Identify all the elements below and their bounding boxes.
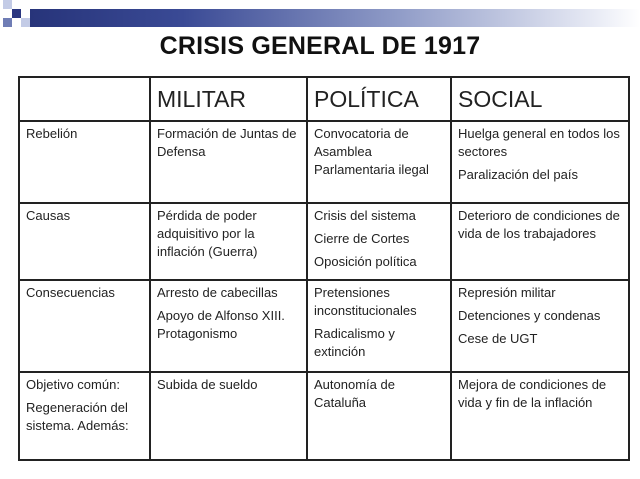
cell-text: Regeneración del sistema. Además:: [26, 400, 129, 433]
table-header-row: [19, 77, 629, 121]
politica-cell: [307, 121, 451, 203]
cell-text: Formación de Juntas de Defensa: [157, 126, 297, 159]
cell-text: Causas: [26, 208, 71, 223]
politica-cell: [307, 203, 451, 280]
cell-text: Objetivo común:: [26, 377, 120, 392]
cell-text: Subida de sueldo: [157, 377, 258, 392]
cell-text: Crisis del sistema: [314, 208, 416, 223]
decor-square: [12, 9, 21, 18]
cell-text: Mejora de condiciones de vida y fin de la inflación: [458, 377, 607, 410]
decor-square: [3, 18, 12, 27]
cell-text: Radicalismo y extinción: [314, 326, 395, 359]
table-row: [19, 121, 629, 203]
cell-text: Autonomía de Cataluña: [314, 377, 395, 410]
header-cell-militar: MILITAR: [150, 77, 307, 121]
cell-text: Represión militar: [458, 285, 556, 300]
header-cell-empty: [19, 77, 150, 121]
row-label-cell: [19, 203, 150, 280]
row-label-cell: [19, 372, 150, 460]
social-cell: [451, 280, 629, 372]
decor-square: [21, 18, 30, 27]
cell-text: Detenciones y condenas: [458, 308, 601, 323]
politica-cell: [307, 280, 451, 372]
cell-text: Rebelión: [26, 126, 78, 141]
militar-cell: [150, 372, 307, 460]
cell-text: Deterioro de condiciones de vida de los trabajadores: [458, 208, 620, 241]
militar-cell: [150, 121, 307, 203]
crisis-table: [18, 76, 630, 461]
cell-text: Cese de UGT: [458, 331, 538, 346]
cell-text: Arresto de cabecillas: [157, 285, 278, 300]
social-cell: [451, 372, 629, 460]
table-row: [19, 280, 629, 372]
header-decoration: [0, 0, 640, 34]
row-label-cell: [19, 280, 150, 372]
table-row: [19, 372, 629, 460]
page-title: CRISIS GENERAL DE 1917: [159, 32, 481, 60]
decor-gradient-bar: [30, 9, 640, 27]
cell-text: Oposición política: [314, 254, 417, 269]
header-cell-politica: POLÍTICA: [307, 77, 451, 121]
cell-text: Apoyo de Alfonso XIII. Protagonismo: [157, 308, 285, 341]
row-label-cell: [19, 121, 150, 203]
cell-text: Cierre de Cortes: [314, 231, 410, 246]
cell-text: Convocatoria de Asamblea Parlamentaria ilegal: [314, 126, 429, 177]
cell-text: Pretensiones inconstitucionales: [314, 285, 417, 318]
militar-cell: [150, 203, 307, 280]
social-cell: [451, 203, 629, 280]
header-cell-social: SOCIAL: [451, 77, 629, 121]
politica-cell: [307, 372, 451, 460]
cell-text: Huelga general en todos los sectores: [458, 126, 620, 159]
cell-text: Consecuencias: [26, 285, 115, 300]
social-cell: [451, 121, 629, 203]
militar-cell: [150, 280, 307, 372]
cell-text: Pérdida de poder adquisitivo por la inflación (Guerra): [157, 208, 258, 259]
cell-text: Paralización del país: [458, 167, 578, 182]
decor-square: [3, 0, 12, 9]
table-row: [19, 203, 629, 280]
